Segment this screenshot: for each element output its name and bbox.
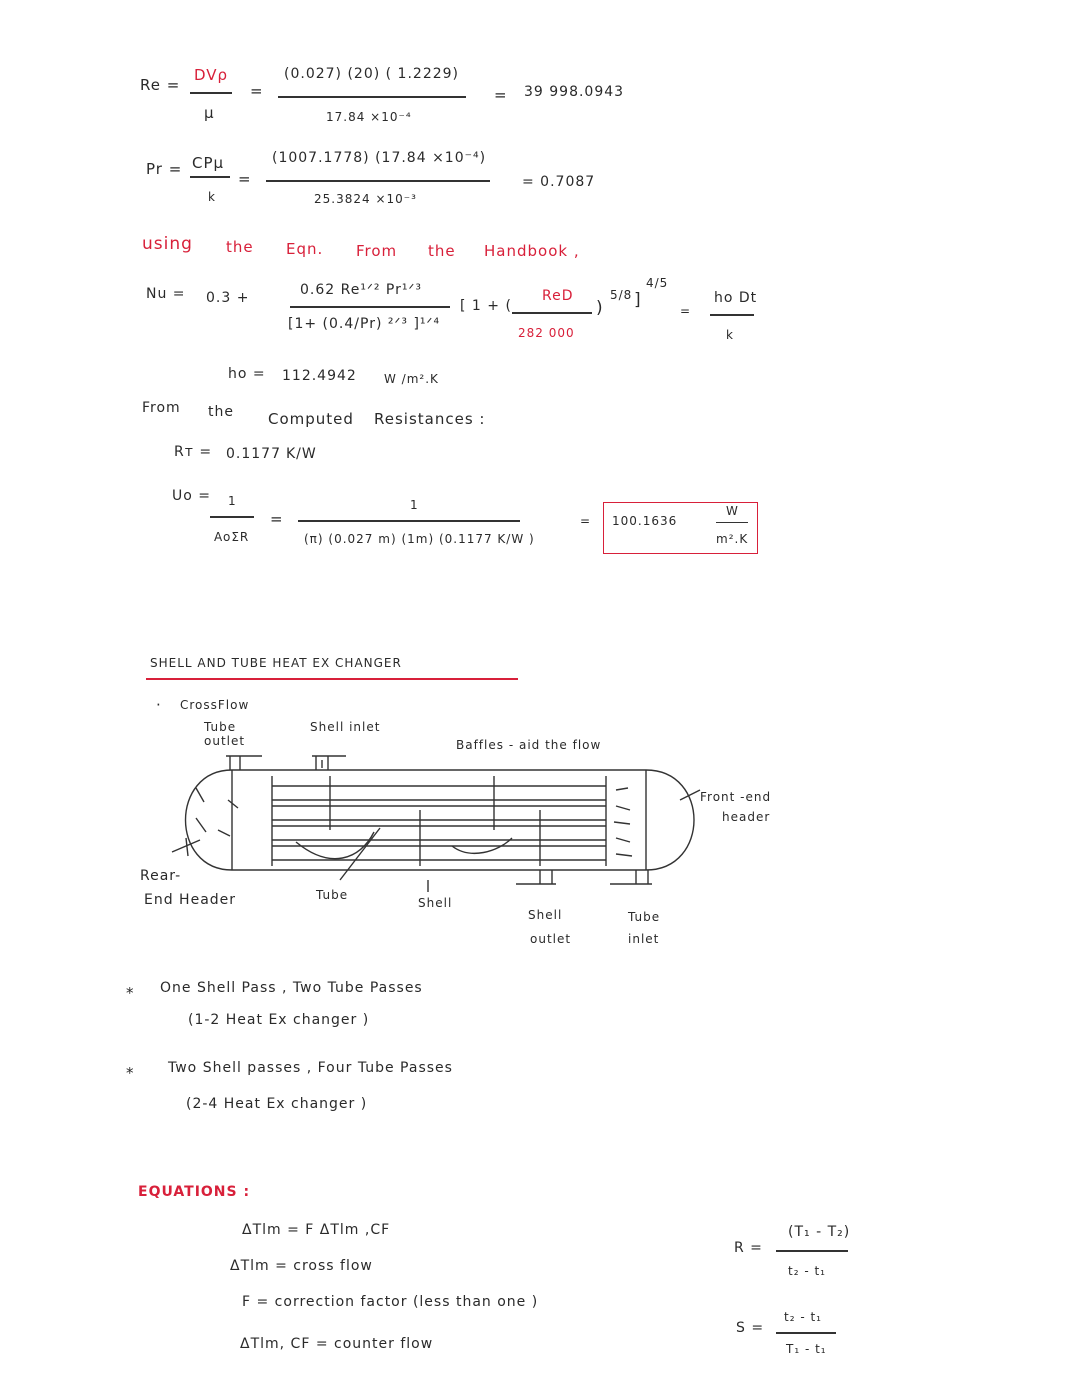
r-den: t₂ - t₁ xyxy=(788,1264,826,1278)
uo-unit-num: W xyxy=(726,504,739,518)
re-result: 39 998.0943 xyxy=(524,84,625,100)
uo-num2: 1 xyxy=(410,498,419,512)
nu-lead: 0.3 + xyxy=(206,290,250,306)
pr-num2: (1007.1778) (17.84 ×10⁻⁴) xyxy=(272,150,487,166)
using-w5: the xyxy=(428,242,456,260)
using-w1: using xyxy=(142,234,193,254)
star-2: * xyxy=(126,1064,135,1082)
section-title: SHELL AND TUBE HEAT EX CHANGER xyxy=(150,656,402,670)
nu-den: [1+ (0.4/Pr) ²ᐟ³ ]¹ᐟ⁴ xyxy=(288,316,441,332)
rt-value: 0.1177 xyxy=(226,446,281,462)
re-den: μ xyxy=(204,104,215,122)
r-label: R = xyxy=(734,1240,763,1256)
using-w2: the xyxy=(226,238,254,256)
pr-num: CPμ xyxy=(192,154,225,172)
nu-red-num: ReD xyxy=(542,288,574,304)
using-w3: Eqn. xyxy=(286,240,324,258)
uo-num: 1 xyxy=(228,494,237,508)
re-num: DVρ xyxy=(194,66,229,84)
pr-result: = 0.7087 xyxy=(522,174,596,190)
note-1a: One Shell Pass , Two Tube Passes xyxy=(160,980,423,996)
eq-4: ΔTlm, CF = counter flow xyxy=(240,1336,434,1352)
pr-eq: = xyxy=(238,170,252,188)
rear-end-1: Rear- xyxy=(140,868,182,884)
rt-label: Rт = xyxy=(174,444,213,460)
tube-outlet-2: outlet xyxy=(204,734,246,748)
from-w4: Resistances : xyxy=(374,410,486,428)
uo-den2: (π) (0.027 m) (1m) (0.1177 K/W ) xyxy=(304,532,535,546)
from-w3: Computed xyxy=(268,410,354,428)
r-num: (T₁ - T₂) xyxy=(788,1224,851,1240)
nu-rhs-den: k xyxy=(726,328,734,342)
from-w2: the xyxy=(208,404,234,420)
re-label: Re = xyxy=(140,76,181,94)
crossflow-label: CrossFlow xyxy=(180,698,250,712)
shell-label: Shell xyxy=(418,896,453,910)
rt-unit: K/W xyxy=(286,446,317,462)
nu-exp1: 5/8 xyxy=(610,288,633,302)
ho-unit: W /m².K xyxy=(384,372,439,386)
shell-inlet-label: Shell inlet xyxy=(310,720,381,734)
re-den2: 17.84 ×10⁻⁴ xyxy=(326,110,412,124)
eq-1: ΔTlm = F ΔTlm ,CF xyxy=(242,1222,391,1238)
nu-num: 0.62 Re¹ᐟ² Pr¹ᐟ³ xyxy=(300,282,423,298)
note-1b: (1-2 Heat Ex changer ) xyxy=(188,1012,370,1028)
using-w6: Handbook , xyxy=(484,242,580,260)
shell-outlet-1: Shell xyxy=(528,908,563,922)
nu-red-den: 282 000 xyxy=(518,326,575,340)
uo-eq2: = xyxy=(580,514,592,528)
pr-label: Pr = xyxy=(146,160,183,178)
tube-outlet-1: Tube xyxy=(204,720,237,734)
ho-value: 112.4942 xyxy=(282,368,357,384)
bullet: · xyxy=(156,696,162,714)
s-label: S = xyxy=(736,1320,765,1336)
nu-rhs-num: ho Dt xyxy=(714,290,758,306)
baffles-label: Baffles - aid the flow xyxy=(456,738,602,752)
nu-label: Nu = xyxy=(146,286,186,302)
nu-eq: = xyxy=(680,304,692,318)
shell-outlet-2: outlet xyxy=(530,932,572,946)
equations-title: EQUATIONS : xyxy=(138,1184,251,1200)
star-1: * xyxy=(126,984,135,1002)
front-end-1: Front -end xyxy=(700,790,772,804)
eq-2: ΔTlm = cross flow xyxy=(230,1258,373,1274)
from-w1: From xyxy=(142,400,181,416)
eq-3: F = correction factor (less than one ) xyxy=(242,1294,539,1310)
re-num2: (0.027) (20) ( 1.2229) xyxy=(284,66,460,82)
pr-den2: 25.3824 ×10⁻³ xyxy=(314,192,417,206)
uo-den: AoΣR xyxy=(214,530,250,544)
front-end-2: header xyxy=(722,810,771,824)
uo-result: 100.1636 xyxy=(612,514,678,528)
using-w4: From xyxy=(356,242,398,260)
tube-inlet-1: Tube xyxy=(628,910,661,924)
ho-label: ho = xyxy=(228,366,266,382)
uo-label: Uo = xyxy=(172,488,211,504)
nu-exp2: 4/5 xyxy=(646,276,669,290)
tube-label: Tube xyxy=(316,888,349,902)
uo-eq: = xyxy=(270,510,284,528)
rear-end-2: End Header xyxy=(144,892,237,908)
nu-bracket-open: [ 1 + ( xyxy=(460,298,512,314)
s-num: t₂ - t₁ xyxy=(784,1310,822,1324)
re-eq2: = xyxy=(494,86,508,104)
s-den: T₁ - t₁ xyxy=(786,1342,827,1356)
pr-den: k xyxy=(208,190,216,204)
tube-inlet-2: inlet xyxy=(628,932,660,946)
re-eq: = xyxy=(250,82,264,100)
uo-unit-den: m².K xyxy=(716,532,749,546)
note-2b: (2-4 Heat Ex changer ) xyxy=(186,1096,368,1112)
note-2a: Two Shell passes , Four Tube Passes xyxy=(168,1060,453,1076)
